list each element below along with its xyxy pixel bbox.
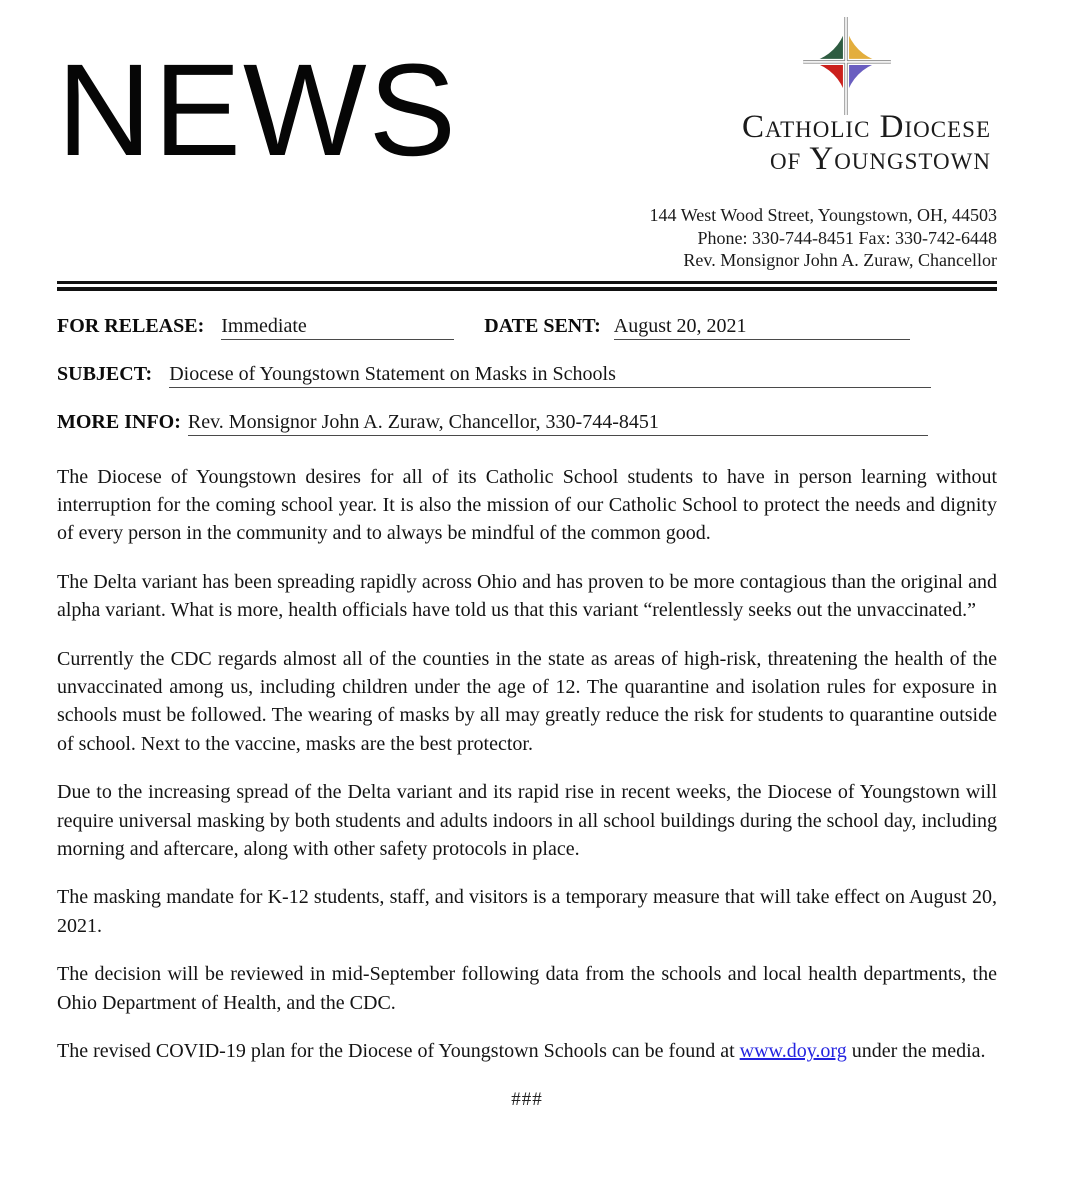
subject-label: SUBJECT: [57,362,153,385]
subject-row [57,363,997,388]
subject-value: Diocese of Youngstown Statement on Masks in Schools [169,363,931,388]
logo-petal-red [812,62,846,96]
for-release-label: FOR RELEASE: [57,314,205,337]
date-sent-label: DATE SENT: [484,314,601,337]
masthead [57,12,997,183]
contact-block [57,204,997,272]
contact-phone-fax: Phone: 330-744-8451 Fax: 330-742-6448 [697,227,997,248]
diocese-name-line2: of Youngstown [769,141,991,177]
paragraph-covid-plan [57,1037,997,1065]
diocese-logo [695,15,997,177]
release-fields [57,315,997,436]
paragraph-cdc-risk: Currently the CDC regards almost all of the counties in the state as areas of high-risk, threatening the health of the unvaccinated among us, including children under the age of 12. The quarantine and isolation rules for exposure in schools must be followed. The wearing of masks by all may greatly reduce the risk for students to quarantine outside of school. Next to the vaccine, masks are the best protector. [57,647,997,755]
logo-petal-purple [846,62,880,96]
logo-petal-gold [846,28,880,62]
paragraph-review: The decision will be reviewed in mid-September following data from the schools and local health departments, the Ohio Department of Health, and the CDC. [57,963,997,1014]
release-date-row [57,315,997,340]
more-info-value: Rev. Monsignor John A. Zuraw, Chancellor, 330-744-8451 [188,411,928,436]
end-of-release-mark: ### [511,1089,543,1111]
covid-plan-text-before: The revised COVID-19 plan for the Diocese of Youngstown Schools can be found at [57,1040,740,1062]
more-info-row [57,411,997,436]
release-body [57,463,997,1066]
for-release-value: Immediate [221,315,454,340]
doy-website-link[interactable]: www.doy.org [739,1040,847,1062]
paragraph-delta-variant: The Delta variant has been spreading rapidly across Ohio and has proven to be more contagious than the original and alpha variant. What is more, health officials have told us that this variant “relentlessly seeks out the unvaccinated.” [57,570,997,622]
contact-chancellor: Rev. Monsignor John A. Zuraw, Chancellor [683,250,997,270]
header-divider-rule [57,281,997,291]
diocese-name [695,109,997,177]
date-sent-value: August 20, 2021 [614,315,910,340]
paragraph-mandate-effective: The masking mandate for K-12 students, staff, and visitors is a temporary measure that will take effect on August 20, 2021. [57,886,997,937]
paragraph-masking-requirement: Due to the increasing spread of the Delta variant and its rapid rise in recent weeks, the Diocese of Youngstown will require universal masking by both students and adults indoors in all school buildings during the school day, including morning and aftercare, along with other safety protocols in place. [57,781,997,860]
paragraph-mission: The Diocese of Youngstown desires for all of its Catholic School students to have in person learning without interruption for the coming school year. It is also the mission of our Catholic School to protect the needs and dignity of every person in the community and to always be mindful of the common good. [57,465,997,545]
covid-plan-text-after: under the media. [846,1040,986,1062]
diocese-cross-icon [796,15,896,117]
news-masthead-title: NEWS [57,36,458,183]
logo-cross-lines [803,17,891,115]
more-info-label: MORE INFO: [57,410,181,433]
contact-address: 144 West Wood Street, Youngstown, OH, 44503 [649,205,997,225]
diocese-name-line1: Catholic Diocese [742,109,991,145]
logo-petal-green [812,28,846,62]
